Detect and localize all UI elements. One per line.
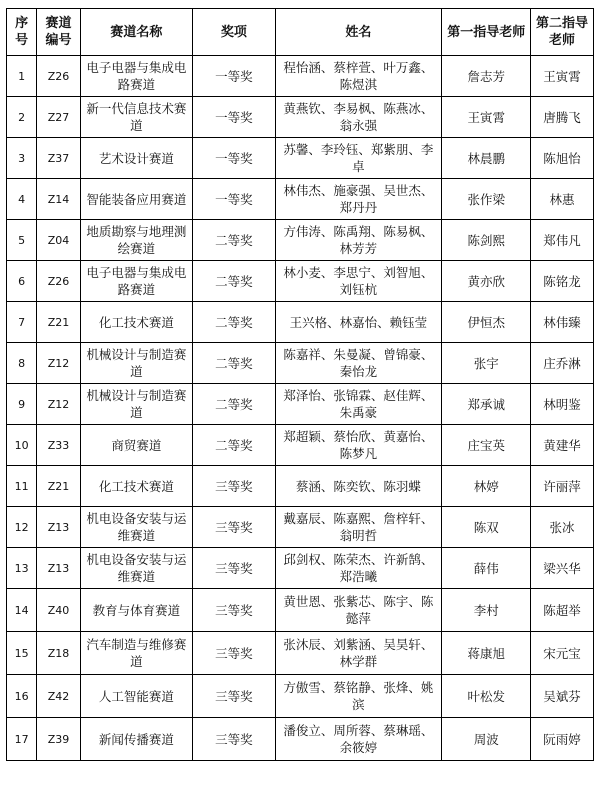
cell-award: 二等奖 <box>193 425 275 466</box>
cell-second-advisor: 林伟臻 <box>531 302 594 343</box>
cell-names: 程怡涵、蔡梓萱、叶万鑫、陈煜淇 <box>275 56 442 97</box>
cell-first-advisor: 周波 <box>442 718 531 761</box>
header-award: 奖项 <box>193 9 275 56</box>
cell-index: 7 <box>7 302 37 343</box>
cell-second-advisor: 庄乔淋 <box>531 343 594 384</box>
table-row <box>7 632 594 675</box>
cell-second-advisor: 林惠 <box>531 179 594 220</box>
cell-first-advisor: 林婷 <box>442 466 531 507</box>
cell-award: 三等奖 <box>193 548 275 589</box>
cell-names: 蔡涵、陈奕钦、陈羽蝶 <box>275 466 442 507</box>
cell-first-advisor: 林晨鹏 <box>442 138 531 179</box>
cell-track-code: Z26 <box>37 56 80 97</box>
cell-track-name: 电子电器与集成电路赛道 <box>80 56 193 97</box>
cell-first-advisor: 詹志芳 <box>442 56 531 97</box>
table-row <box>7 718 594 761</box>
cell-second-advisor: 许丽萍 <box>531 466 594 507</box>
table-row <box>7 261 594 302</box>
cell-award: 一等奖 <box>193 56 275 97</box>
header-track-code: 赛道编号 <box>37 9 80 56</box>
cell-award: 一等奖 <box>193 97 275 138</box>
cell-track-name: 机械设计与制造赛道 <box>80 343 193 384</box>
cell-award: 三等奖 <box>193 718 275 761</box>
cell-track-code: Z21 <box>37 302 80 343</box>
cell-track-name: 智能装备应用赛道 <box>80 179 193 220</box>
cell-names: 潘俊立、周所蓉、蔡琳瑶、余筱婷 <box>275 718 442 761</box>
cell-index: 14 <box>7 589 37 632</box>
header-names: 姓名 <box>275 9 442 56</box>
cell-index: 5 <box>7 220 37 261</box>
cell-names: 郑超颖、蔡怡欣、黄嘉怡、陈梦凡 <box>275 425 442 466</box>
cell-track-code: Z13 <box>37 507 80 548</box>
cell-track-name: 人工智能赛道 <box>80 675 193 718</box>
table-row <box>7 138 594 179</box>
cell-index: 16 <box>7 675 37 718</box>
cell-first-advisor: 陈剑熙 <box>442 220 531 261</box>
table-row <box>7 466 594 507</box>
cell-track-name: 机电设备安装与运维赛道 <box>80 548 193 589</box>
cell-names: 黄燕钦、李易枫、陈燕冰、翁永强 <box>275 97 442 138</box>
cell-award: 三等奖 <box>193 466 275 507</box>
table-row <box>7 343 594 384</box>
table-row <box>7 507 594 548</box>
award-table-container <box>6 8 594 761</box>
cell-second-advisor: 宋元宝 <box>531 632 594 675</box>
cell-names: 方伟涛、陈禹翔、陈易枫、林芳芳 <box>275 220 442 261</box>
cell-track-name: 汽车制造与维修赛道 <box>80 632 193 675</box>
cell-award: 二等奖 <box>193 384 275 425</box>
header-first-advisor: 第一指导老师 <box>442 9 531 56</box>
cell-names: 林小麦、李思宁、刘智旭、刘钰杭 <box>275 261 442 302</box>
cell-index: 1 <box>7 56 37 97</box>
cell-index: 13 <box>7 548 37 589</box>
cell-track-name: 新一代信息技术赛道 <box>80 97 193 138</box>
cell-award: 三等奖 <box>193 589 275 632</box>
cell-first-advisor: 陈双 <box>442 507 531 548</box>
cell-first-advisor: 叶松发 <box>442 675 531 718</box>
cell-index: 17 <box>7 718 37 761</box>
cell-second-advisor: 林明鉴 <box>531 384 594 425</box>
cell-names: 陈嘉祥、朱曼凝、曾锦豪、秦怡龙 <box>275 343 442 384</box>
cell-track-code: Z21 <box>37 466 80 507</box>
cell-index: 15 <box>7 632 37 675</box>
cell-names: 黄世恩、张紫芯、陈宇、陈懿萍 <box>275 589 442 632</box>
table-row <box>7 589 594 632</box>
cell-track-name: 地质勘察与地理测绘赛道 <box>80 220 193 261</box>
table-row <box>7 675 594 718</box>
cell-track-name: 商贸赛道 <box>80 425 193 466</box>
header-second-advisor: 第二指导老师 <box>531 9 594 56</box>
cell-track-code: Z13 <box>37 548 80 589</box>
cell-track-name: 艺术设计赛道 <box>80 138 193 179</box>
cell-award: 二等奖 <box>193 220 275 261</box>
award-table <box>6 8 594 761</box>
cell-second-advisor: 陈超举 <box>531 589 594 632</box>
cell-award: 一等奖 <box>193 138 275 179</box>
table-row <box>7 97 594 138</box>
table-row <box>7 548 594 589</box>
table-row <box>7 220 594 261</box>
cell-track-code: Z42 <box>37 675 80 718</box>
cell-names: 苏馨、李玲钰、郑紫朋、李卓 <box>275 138 442 179</box>
cell-second-advisor: 吴斌芬 <box>531 675 594 718</box>
cell-first-advisor: 张作梁 <box>442 179 531 220</box>
cell-index: 4 <box>7 179 37 220</box>
cell-track-code: Z14 <box>37 179 80 220</box>
header-row <box>7 9 594 56</box>
table-row <box>7 302 594 343</box>
cell-track-code: Z40 <box>37 589 80 632</box>
cell-track-name: 机械设计与制造赛道 <box>80 384 193 425</box>
table-row <box>7 384 594 425</box>
header-track-name: 赛道名称 <box>80 9 193 56</box>
cell-second-advisor: 郑伟凡 <box>531 220 594 261</box>
cell-award: 二等奖 <box>193 261 275 302</box>
cell-track-name: 机电设备安装与运维赛道 <box>80 507 193 548</box>
cell-track-code: Z27 <box>37 97 80 138</box>
cell-names: 邱剑权、陈荣杰、许新鹄、郑浩曦 <box>275 548 442 589</box>
cell-first-advisor: 郑承诚 <box>442 384 531 425</box>
cell-track-name: 新闻传播赛道 <box>80 718 193 761</box>
cell-second-advisor: 黄建华 <box>531 425 594 466</box>
cell-names: 王兴格、林嘉怡、赖钰莹 <box>275 302 442 343</box>
cell-first-advisor: 王寅霄 <box>442 97 531 138</box>
cell-first-advisor: 李村 <box>442 589 531 632</box>
cell-track-code: Z12 <box>37 384 80 425</box>
cell-award: 三等奖 <box>193 632 275 675</box>
cell-index: 6 <box>7 261 37 302</box>
cell-index: 2 <box>7 97 37 138</box>
cell-index: 11 <box>7 466 37 507</box>
cell-second-advisor: 阮雨婷 <box>531 718 594 761</box>
header-index: 序号 <box>7 9 37 56</box>
cell-track-name: 化工技术赛道 <box>80 466 193 507</box>
cell-second-advisor: 陈旭怡 <box>531 138 594 179</box>
cell-track-code: Z39 <box>37 718 80 761</box>
table-row <box>7 56 594 97</box>
cell-names: 张沐辰、刘紫涵、吴昊轩、林学群 <box>275 632 442 675</box>
cell-track-code: Z33 <box>37 425 80 466</box>
cell-first-advisor: 庄宝英 <box>442 425 531 466</box>
cell-award: 三等奖 <box>193 675 275 718</box>
cell-index: 9 <box>7 384 37 425</box>
table-row <box>7 179 594 220</box>
cell-award: 三等奖 <box>193 507 275 548</box>
cell-track-name: 化工技术赛道 <box>80 302 193 343</box>
cell-track-code: Z26 <box>37 261 80 302</box>
cell-first-advisor: 蒋康旭 <box>442 632 531 675</box>
cell-award: 二等奖 <box>193 302 275 343</box>
cell-track-name: 教育与体育赛道 <box>80 589 193 632</box>
cell-award: 一等奖 <box>193 179 275 220</box>
table-row <box>7 425 594 466</box>
cell-track-name: 电子电器与集成电路赛道 <box>80 261 193 302</box>
cell-second-advisor: 陈铭龙 <box>531 261 594 302</box>
cell-index: 8 <box>7 343 37 384</box>
cell-second-advisor: 张冰 <box>531 507 594 548</box>
cell-names: 郑泽怡、张锦霖、赵佳辉、朱禹豪 <box>275 384 442 425</box>
cell-track-code: Z04 <box>37 220 80 261</box>
cell-first-advisor: 薛伟 <box>442 548 531 589</box>
cell-index: 3 <box>7 138 37 179</box>
cell-first-advisor: 黄亦欣 <box>442 261 531 302</box>
cell-second-advisor: 王寅霄 <box>531 56 594 97</box>
cell-track-code: Z37 <box>37 138 80 179</box>
cell-index: 10 <box>7 425 37 466</box>
cell-first-advisor: 张宇 <box>442 343 531 384</box>
cell-track-code: Z12 <box>37 343 80 384</box>
cell-first-advisor: 伊恒杰 <box>442 302 531 343</box>
cell-second-advisor: 唐腾飞 <box>531 97 594 138</box>
cell-award: 二等奖 <box>193 343 275 384</box>
cell-track-code: Z18 <box>37 632 80 675</box>
cell-names: 戴嘉辰、陈嘉熙、詹梓轩、翁明哲 <box>275 507 442 548</box>
cell-index: 12 <box>7 507 37 548</box>
cell-second-advisor: 梁兴华 <box>531 548 594 589</box>
cell-names: 林伟杰、施豪强、吴世杰、郑丹丹 <box>275 179 442 220</box>
cell-names: 方傲雪、蔡铭静、张烽、姚滨 <box>275 675 442 718</box>
